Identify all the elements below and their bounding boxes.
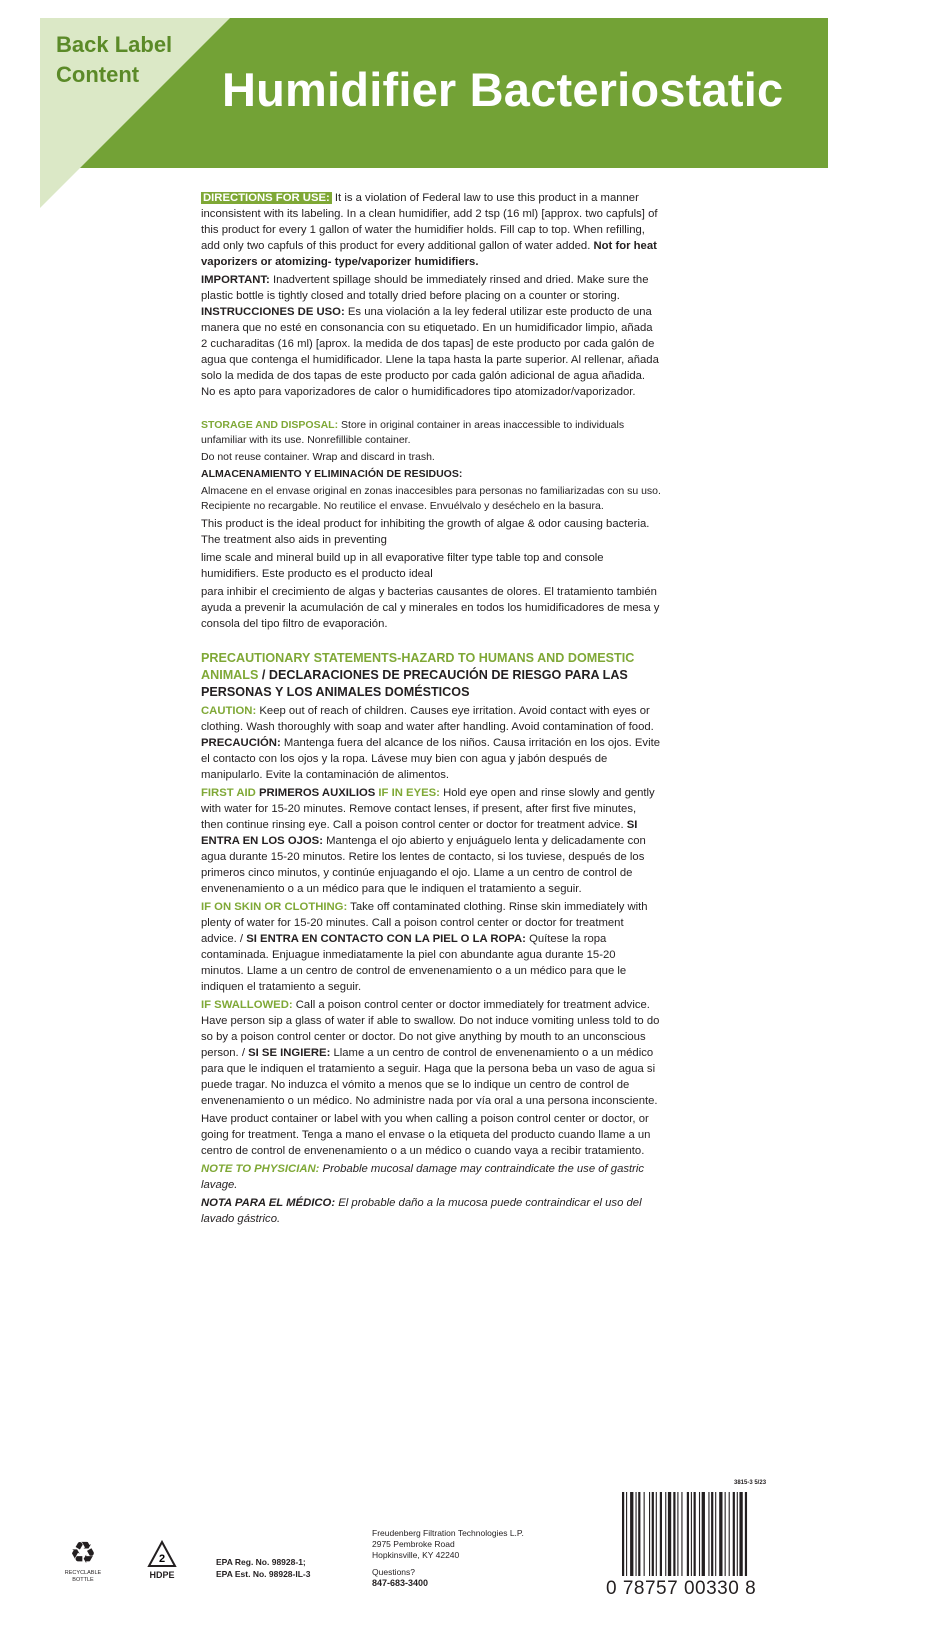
hdpe-label: HDPE [149, 1570, 175, 1580]
skin-label: IF ON SKIN OR CLOTHING: [201, 901, 348, 913]
almacenamiento-heading: ALMACENAMIENTO Y ELIMINACIÓN DE RESIDUOS: [201, 468, 463, 480]
precautionary-heading [201, 650, 661, 701]
instrucciones-label: INSTRUCCIONES DE USO: [201, 306, 345, 318]
spacer [201, 634, 661, 650]
swallowed-label: IF SWALLOWED: [201, 999, 293, 1011]
first-aid-paragraph [201, 785, 661, 897]
important-label: IMPORTANT: [201, 274, 270, 286]
if-in-eyes-text: Hold eye open and rinse slowly and gently with water for 15-20 minutes. Remove contact lenses, if present, after first five minutes, then continue rinsing eye. Call a poison control center or doctor for treatment advice. [201, 787, 655, 831]
barcode-bar [687, 1492, 689, 1576]
swallowed-paragraph [201, 997, 661, 1109]
barcode-bar [636, 1492, 637, 1576]
barcode-bar [626, 1492, 627, 1576]
barcode-bar [702, 1492, 705, 1576]
medico-text: El probable daño a la mucosa puede contraindicar el uso del lavado gástrico. [201, 1197, 642, 1225]
barcode-bar [649, 1492, 650, 1576]
barcode-bar [660, 1492, 662, 1576]
ingiere-text: Llame a un centro de control de envenenamiento o a un médico para que le indiquen el tratamiento a seguir. Haga que la persona beba un vaso de agua si puede tragar. No induzca el vómito a menos que se lo indique un centro de control de envenenamiento o un médico. No administre nada por vía oral a una persona inconsciente. [201, 1047, 658, 1107]
physician-text: Probable mucosal damage may contraindicate the use of gastric lavage. [201, 1163, 645, 1191]
recycle-badge [58, 1538, 108, 1584]
banner-subtitle: Back Label Content [56, 32, 173, 87]
caution-paragraph [201, 703, 661, 783]
si-entra-ojos-label: SI ENTRA EN LOS OJOS: [201, 819, 638, 847]
have-product-paragraph: Have product container or label with you when calling a poison control center or doctor, or going for treatment. Tenga a mano el envase o la etiqueta del producto cuando llame a un centro de control de envenenamiento o a un médico o cuando vaya a recibir tratamiento. [201, 1113, 651, 1157]
barcode-bar [729, 1492, 730, 1576]
recycle-icon: ♻ [69, 1537, 97, 1570]
caution-label: CAUTION: [201, 705, 257, 717]
barcode-digits: 0 78757 00330 8 [606, 1578, 757, 1599]
phone-number: 847-683-3400 [372, 1578, 429, 1588]
barcode-bar [677, 1492, 678, 1576]
epa-reg: EPA Reg. No. 98928-1; [216, 1557, 306, 1567]
barcode-bar [739, 1492, 742, 1576]
barcode-bar [622, 1492, 624, 1576]
barcode-bar [668, 1492, 671, 1576]
si-entra-ojos-text: Mantenga el ojo abierto y enjuáguelo lenta y delicadamente con agua durante 15-20 minutos. Retire los lentes de contacto, si los tuviese, después de los primeros cinco minutos, y continúe enjuagando el ojo. Llame a un centro de control de envenenamiento o a un médico para que le indiquen el tratamiento a seguir. [201, 835, 646, 895]
header-banner [40, 18, 828, 168]
barcode [620, 1492, 798, 1576]
swallowed-text: Call a poison control center or doctor immediately for treatment advice. Have person sip a glass of water if able to swallow. Do not induce vomiting unless told to do so by a poison control center or doctor. Do not give anything by mouth to an unconscious person. / [201, 999, 660, 1059]
barcode-bar [711, 1492, 713, 1576]
directions-heading: DIRECTIONS FOR USE: [203, 192, 330, 204]
product-paragraph-3: para inhibir el crecimiento de algas y bacterias causantes de olores. El tratamiento también ayuda a prevenir la acumulación de cal y minerales en todos los humidificadores de mesa y consola del tipo filtro de evaporación. [201, 586, 660, 630]
barcode-bar [665, 1492, 666, 1576]
footer [0, 1480, 942, 1610]
barcode-bar [681, 1492, 682, 1576]
recycle-text: RECYCLABLE BOTTLE [64, 1570, 102, 1583]
barcode-bar [715, 1492, 716, 1576]
epa-numbers [216, 1556, 310, 1580]
label-code: 3815-3 5/23 [734, 1480, 767, 1486]
label-body [201, 190, 661, 1229]
precautionary-heading-es: / DECLARACIONES DE PRECAUCIÓN DE RIESGO PARA LAS PERSONAS Y LOS ANIMALES DOMÉSTICOS [201, 668, 628, 699]
caution-text: Keep out of reach of children. Causes eye irritation. Avoid contact with eyes or clothing. Wash thoroughly with soap and water after handling. Avoid contamination of food. [201, 705, 654, 733]
barcode-bar [652, 1492, 654, 1576]
directions-text: It is a violation of Federal law to use this product in a manner inconsistent with its labeling. In a clean humidifier, add 2 tsp (16 ml) [approx. two capfuls] of this product for every 1 gallon of water the humidifier holds. Fill cap to top. When refilling, add only two capfuls of this product for every additional gallon of water added. [201, 192, 658, 252]
barcode-bar [694, 1492, 696, 1576]
medico-paragraph [201, 1195, 661, 1227]
primeros-auxilios-label: PRIMEROS AUXILIOS [255, 787, 376, 799]
physician-label: NOTE TO PHYSICIAN: [201, 1163, 320, 1175]
physician-paragraph [201, 1161, 661, 1193]
barcode-bar [699, 1492, 700, 1576]
instrucciones-text: Es una violación a la ley federal utilizar este producto de una manera que no esté en consonancia con su etiquetado. En un humidificador limpio, añada 2 cucharaditas (16 ml) [aprox. la medida de dos tapas] de este producto por cada galón de agua que contenga el humidificador. Llene la tapa hasta la parte superior. Al rellenar, añada solo la medida de dos tapas de este producto por cada galón adicional de agua añadida. No es apto para vaporizadores de calor o humidificadores tipo atomizador/vaporizador. [201, 306, 659, 398]
directions-bold-note: Not for heat vaporizers or atomizing- type/vaporizer humidifiers. [201, 240, 657, 268]
product-paragraph-1: This product is the ideal product for inhibiting the growth of algae & odor causing bacteria. The treatment also aids in preventing [201, 518, 650, 546]
barcode-bar [737, 1492, 738, 1576]
spacer [201, 402, 661, 418]
barcode-bar [656, 1492, 657, 1576]
company-info [372, 1528, 524, 1589]
skin-paragraph [201, 899, 661, 995]
barcode-bar [745, 1492, 747, 1576]
medico-label: NOTA PARA EL MÉDICO: [201, 1197, 336, 1209]
product-paragraph-2: lime scale and mineral build up in all evaporative filter type table top and console humidifiers. Este producto es el producto ideal [201, 552, 604, 580]
important-text: Inadvertent spillage should be immediately rinsed and dried. Make sure the plastic bottle is tightly closed and totally dried before placing on a counter or storing. [201, 274, 649, 302]
barcode-bar [691, 1492, 692, 1576]
barcode-bar [719, 1492, 722, 1576]
resin-code: 2 [158, 1553, 166, 1565]
resin-code-triangle-icon [147, 1540, 177, 1568]
skin-text: Take off contaminated clothing. Rinse skin immediately with plenty of water for 15-20 minutes. Call a poison control center or doctor for treatment advice. / [201, 901, 648, 945]
barcode-bar [638, 1492, 640, 1576]
barcode-bar [673, 1492, 675, 1576]
precaucion-text: Mantenga fuera del alcance de los niños. Causa irritación en los ojos. Evite el contacto con los ojos y la ropa. Lávese muy bien con agua y jabón después de manipularlo. Evite la contaminación de alimentos. [201, 737, 661, 781]
storage-text: Store in original container in areas inaccessible to individuals unfamiliar with its use. Nonrefillible container. [201, 419, 625, 446]
banner-triangle-tail [40, 168, 80, 208]
questions-label: Questions? [372, 1567, 415, 1577]
hdpe-badge [140, 1540, 184, 1580]
piel-label: SI ENTRA EN CONTACTO CON LA PIEL O LA ROPA: [246, 933, 526, 945]
storage-paragraph [201, 418, 661, 448]
piel-text: Quítese la ropa contaminada. Enjuague inmediatamente la piel con abundante agua durante 15-20 minutos. Llame a un centro de control de envenenamiento o a un médico para que le indiquen el tratamiento a seguir. [201, 933, 627, 993]
ingiere-label: SI SE INGIERE: [248, 1047, 331, 1059]
company-name: Freudenberg Filtration Technologies L.P. [372, 1528, 524, 1538]
company-address-2: Hopkinsville, KY 42240 [372, 1550, 460, 1560]
epa-est: EPA Est. No. 98928-IL-3 [216, 1569, 311, 1579]
almacenamiento-text: Almacene en el envase original en zonas inaccesibles para personas no familiarizadas con su uso. Recipiente no recargable. No reutilice el envase. Envuélvalo y deséchelo en la basura. [201, 485, 661, 512]
important-paragraph [201, 272, 661, 400]
storage-line2: Do not reuse container. Wrap and discard in trash. [201, 451, 435, 463]
barcode-bar [733, 1492, 735, 1576]
if-in-eyes-label: IF IN EYES: [375, 787, 440, 799]
barcode-bar [630, 1492, 633, 1576]
precautionary-heading-en: PRECAUTIONARY STATEMENTS-HAZARD TO HUMANS AND DOMESTIC ANIMALS [201, 651, 635, 682]
barcode-bar [708, 1492, 709, 1576]
precaucion-label: PRECAUCIÓN: [201, 737, 281, 749]
company-address-1: 2975 Pembroke Road [372, 1539, 455, 1549]
barcode-bar [644, 1492, 645, 1576]
barcode-bar [725, 1492, 726, 1576]
page-title: Humidifier Bacteriostatic [222, 63, 784, 116]
storage-heading: STORAGE AND DISPOSAL: [201, 419, 339, 431]
first-aid-label: FIRST AID [201, 787, 256, 799]
directions-paragraph [201, 190, 661, 270]
